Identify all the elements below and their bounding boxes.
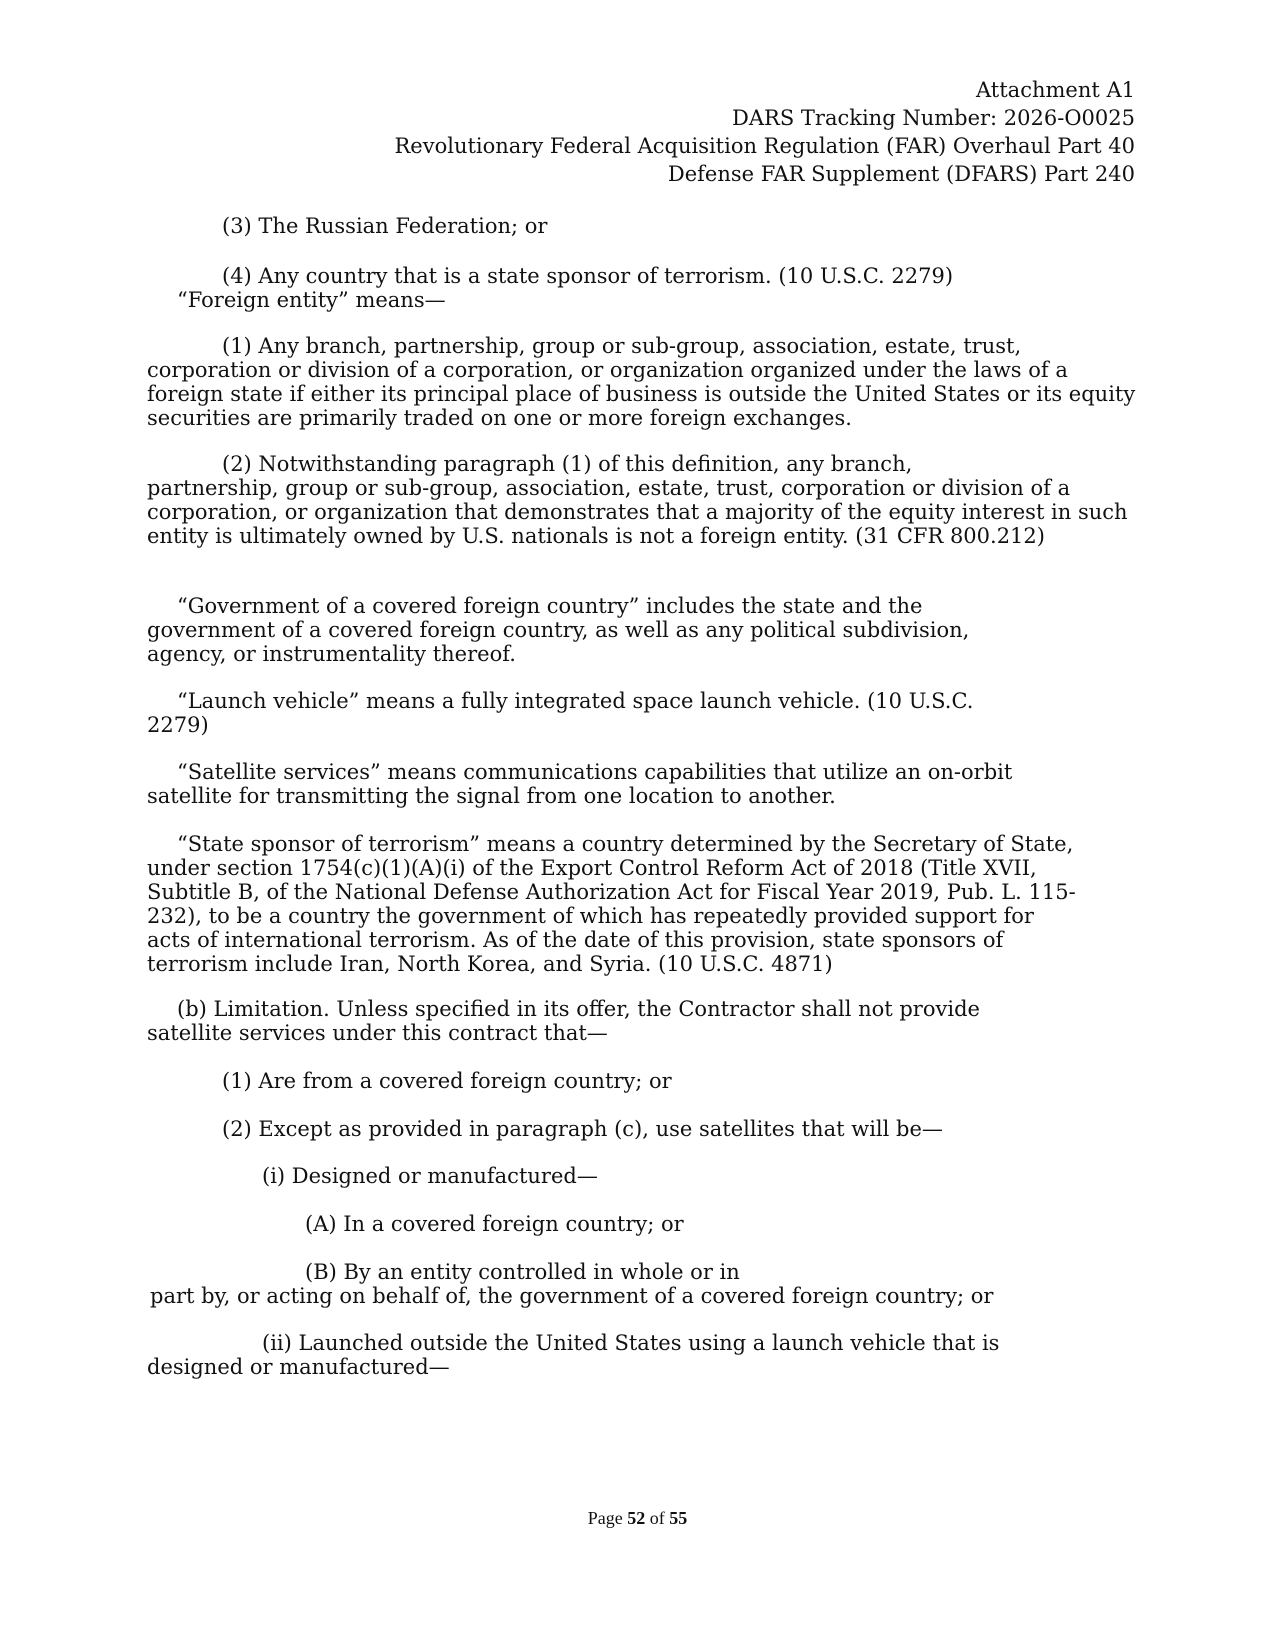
paragraph-foreign-entity-2-lead: (2) Notwithstanding paragraph (1) of this definition, any branch, — [222, 452, 913, 476]
page-footer — [0, 1508, 1275, 1529]
footer-total-pages: 55 — [669, 1508, 688, 1528]
header-attachment: Attachment A1 — [976, 78, 1135, 102]
paragraph-launched-outside-us: (ii) Launched outside the United States using a launch vehicle that is designed or manufactured— — [147, 1331, 1000, 1379]
paragraph-foreign-entity-1-lead: (1) Any branch, partnership, group or sub-group, association, estate, trust, — [222, 334, 1022, 358]
paragraph-item-b-lead: (B) By an entity controlled in whole or in — [305, 1260, 740, 1284]
document-header — [395, 76, 1136, 188]
paragraph-foreign-entity-2-body: partnership, group or sub-group, association, estate, trust, corporation or division of a corporation, or organization that demonstrates that a majority of the equity interest in such entity is ultimately owned by U.S. nationals is not a foreign entity. (31 CFR 800.212) — [147, 476, 1128, 548]
definition-launch-vehicle: “Launch vehicle” means a fully integrated space launch vehicle. (10 U.S.C. 2279) — [147, 689, 974, 737]
header-dfars-part: Defense FAR Supplement (DFARS) Part 240 — [667, 162, 1135, 186]
footer-page-prefix: Page — [587, 1508, 623, 1528]
paragraph-russian-federation: (3) The Russian Federation; or — [222, 214, 548, 238]
definition-foreign-entity-heading: “Foreign entity” means— — [177, 288, 446, 312]
header-far-part: Revolutionary Federal Acquisition Regulation (FAR) Overhaul Part 40 — [394, 134, 1135, 158]
paragraph-designed-manufactured: (i) Designed or manufactured— — [262, 1164, 598, 1188]
paragraph-foreign-entity-1-body: corporation or division of a corporation, or organization organized under the laws of a foreign state if either its principal place of business is outside the United States or its equity securities are primarily traded on one or more foreign exchanges. — [147, 358, 1136, 430]
footer-current-page: 52 — [627, 1508, 646, 1528]
paragraph-state-sponsor-country: (4) Any country that is a state sponsor of terrorism. (10 U.S.C. 2279) — [222, 264, 954, 288]
paragraph-item-b-body: part by, or acting on behalf of, the government of a covered foreign country; or — [150, 1284, 994, 1308]
footer-of: of — [649, 1508, 665, 1528]
definition-government-covered-country: “Government of a covered foreign country” includes the state and the government of a covered foreign country, as well as any political subdivision, agency, or instrumentality thereof. — [147, 594, 970, 666]
paragraph-limitation: (b) Limitation. Unless specified in its offer, the Contractor shall not provide satellite services under this contract that— — [147, 997, 980, 1045]
header-tracking-number: DARS Tracking Number: 2026-O0025 — [732, 106, 1135, 130]
paragraph-limitation-2: (2) Except as provided in paragraph (c), use satellites that will be— — [222, 1117, 943, 1141]
definition-state-sponsor-of-terrorism: “State sponsor of terrorism” means a country determined by the Secretary of State, under section 1754(c)(1)(A)(i) of the Export Control Reform Act of 2018 (Title XVII, Subtitle B, of the National Defense Authorization Act for Fiscal Year 2019, Pub. L. 115-232), to be a country the government of which has repeatedly provided support for acts of international terrorism. As of the date of this provision, state sponsors of terrorism include Iran, North Korea, and Syria. (10 U.S.C. 4871) — [147, 832, 1076, 976]
paragraph-limitation-1: (1) Are from a covered foreign country; or — [222, 1069, 672, 1093]
definition-satellite-services: “Satellite services” means communications capabilities that utilize an on-orbit satellite for transmitting the signal from one location to another. — [147, 760, 1013, 808]
paragraph-item-a: (A) In a covered foreign country; or — [305, 1212, 684, 1236]
